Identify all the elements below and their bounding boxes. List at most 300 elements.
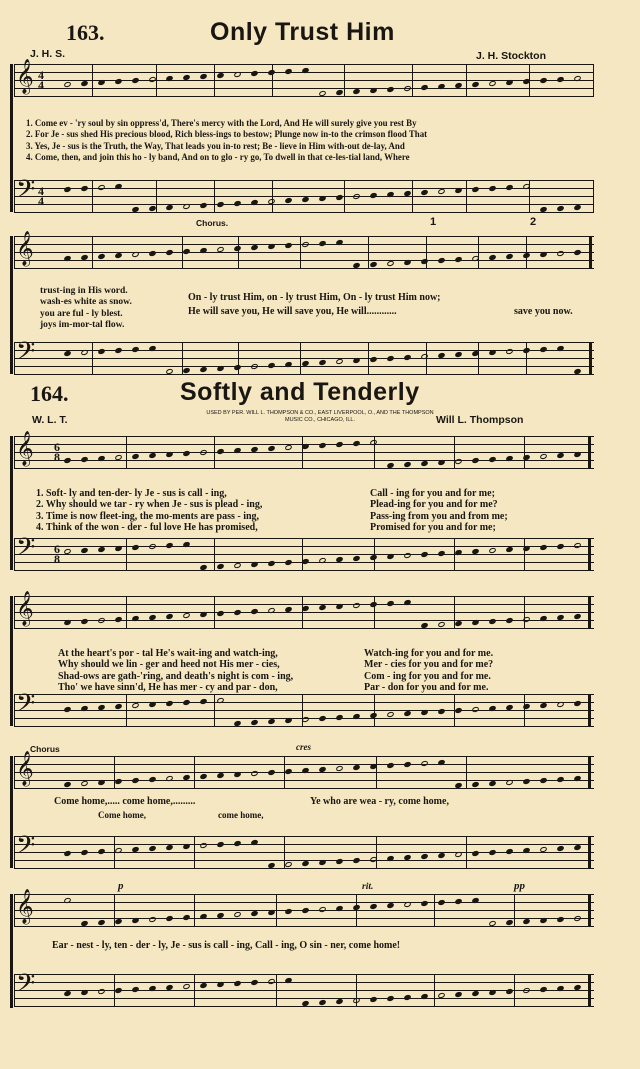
notehead xyxy=(216,448,224,455)
notehead xyxy=(539,346,547,353)
notehead xyxy=(556,76,564,83)
hymn-163-system-1 xyxy=(14,59,594,214)
notehead xyxy=(250,910,258,917)
notehead xyxy=(267,978,275,985)
notehead xyxy=(114,987,122,994)
notehead xyxy=(301,907,309,914)
notehead xyxy=(352,440,360,447)
notehead xyxy=(488,547,496,554)
hymn-164-title: Softly and Tenderly xyxy=(180,378,420,406)
notehead xyxy=(471,619,479,626)
notehead xyxy=(505,919,513,926)
notehead xyxy=(165,844,173,851)
notehead xyxy=(573,204,581,211)
hymn-163-author-left: J. H. S. xyxy=(30,48,66,60)
notehead xyxy=(522,987,530,994)
notehead xyxy=(250,561,258,568)
notehead xyxy=(454,458,462,465)
notehead xyxy=(352,857,360,864)
notehead xyxy=(97,348,105,355)
notehead xyxy=(471,186,479,193)
notehead xyxy=(250,719,258,726)
notehead xyxy=(284,908,292,915)
notehead xyxy=(335,89,343,96)
notehead xyxy=(63,619,71,626)
notehead xyxy=(505,779,513,786)
notehead xyxy=(386,553,394,560)
notehead xyxy=(216,201,224,208)
notehead xyxy=(454,256,462,263)
notehead xyxy=(301,716,309,723)
notehead xyxy=(148,845,156,852)
notehead xyxy=(165,915,173,922)
notehead xyxy=(386,902,394,909)
notehead xyxy=(386,995,394,1002)
notehead xyxy=(114,703,122,710)
notehead xyxy=(301,860,309,867)
hymn-163-verse-endings: trust-ing in His word. wash-es white as snow. you are ful - ly blest. joys im-mor-tal flow. xyxy=(40,285,132,331)
hymn-164-author-left: W. L. T. xyxy=(32,414,68,426)
notehead xyxy=(352,602,360,609)
notehead xyxy=(369,996,377,1003)
notehead xyxy=(369,903,377,910)
rit-marking: rit. xyxy=(362,882,374,892)
hymn-164-author-right: Will L. Thompson xyxy=(436,414,524,426)
notehead xyxy=(114,918,122,925)
notehead xyxy=(318,240,326,247)
notehead xyxy=(182,612,190,619)
notehead xyxy=(165,700,173,707)
notehead xyxy=(539,77,547,84)
notehead xyxy=(335,998,343,1005)
notehead xyxy=(97,779,105,786)
notehead xyxy=(420,84,428,91)
notehead xyxy=(352,193,360,200)
notehead xyxy=(148,543,156,550)
notehead xyxy=(80,618,88,625)
notehead xyxy=(437,708,445,715)
bass-staff: 𝄢 4 4 xyxy=(14,180,594,212)
notehead xyxy=(250,608,258,615)
notehead xyxy=(505,617,513,624)
notehead xyxy=(199,842,207,849)
notehead xyxy=(250,70,258,77)
notehead xyxy=(437,459,445,466)
hymn-164-chorus-line-1b: Ye who are wea - ry, come home, xyxy=(310,796,449,807)
notehead xyxy=(369,356,377,363)
hymn-164-chorus-line-1: Come home,..... come home,......... xyxy=(54,796,196,807)
hymn-164-chorus-alto-2: come home, xyxy=(218,810,264,820)
hymn-163-system-2: 𝄞 trust-ing in His word. wash-es white as snow. you are ful - ly blest. joys im-mor-tal flow. On - ly trust Him, on - ly trust Him, On - ly trust Him now; He will save you, He will save you, He will............ save you now. 𝄢 xyxy=(14,236,594,376)
notehead xyxy=(114,616,122,623)
notehead xyxy=(114,78,122,85)
notehead xyxy=(216,610,224,617)
notehead xyxy=(437,550,445,557)
notehead xyxy=(182,450,190,457)
notehead xyxy=(522,703,530,710)
pp-marking: pp xyxy=(514,880,525,892)
notehead xyxy=(267,445,275,452)
notehead xyxy=(131,346,139,353)
ending-1-label: 1 xyxy=(430,216,437,228)
notehead xyxy=(114,347,122,354)
notehead xyxy=(80,349,88,356)
hymn-164-system-4: 𝄞 Ear - nest - ly, ten - der - ly, Je - sus is call - ing, Call - ing, O sin - ner, come home! 𝄢 xyxy=(14,894,594,1012)
notehead xyxy=(63,706,71,713)
notehead xyxy=(267,362,275,369)
notehead xyxy=(233,71,241,78)
p-marking: p xyxy=(118,880,124,892)
notehead xyxy=(318,715,326,722)
bass-clef-icon: 𝄢 xyxy=(16,175,36,210)
notehead xyxy=(471,81,479,88)
notehead xyxy=(420,709,428,716)
notehead xyxy=(97,617,105,624)
notehead xyxy=(318,359,326,366)
hymn-163-chorus-end: save you now. xyxy=(514,306,573,317)
notehead xyxy=(556,543,564,550)
hymn-164-system-1: 𝄞 6 8 1. Soft- ly and ten-der- ly Je - sus is call - ing, 2. Why should we tar - ry when Je - sus is plead - ing, 3. Time is now fleet-ing, the mo-ments are pass - ing, 4. Think of the won - der - ful love He has promised, Call - ing for you and for me; Plead-ing for you and for me? Pass-ing from you and from me; Promised for you and for me; 𝄢 6 8 xyxy=(14,436,594,572)
notehead xyxy=(352,357,360,364)
notehead xyxy=(284,242,292,249)
notehead xyxy=(386,711,394,718)
notehead xyxy=(80,849,88,856)
notehead xyxy=(471,457,479,464)
notehead xyxy=(522,545,530,552)
hymn-163-number: 163. xyxy=(66,20,105,45)
notehead xyxy=(216,981,224,988)
notehead xyxy=(199,698,207,705)
notehead xyxy=(403,85,411,92)
notehead xyxy=(403,259,411,266)
notehead xyxy=(63,186,71,193)
hymn-164-system-3: 𝄞 Come home,..... come home,......... Ye who are wea - ry, come home, Come home, come home, 𝄢 xyxy=(14,756,594,872)
notehead xyxy=(369,192,377,199)
notehead xyxy=(148,701,156,708)
notehead xyxy=(250,363,258,370)
notehead xyxy=(573,249,581,256)
notehead xyxy=(216,72,224,79)
notehead xyxy=(437,852,445,859)
notehead xyxy=(352,764,360,771)
hymn-164-chorus-label: Chorus xyxy=(30,744,60,754)
notehead xyxy=(471,706,479,713)
hymn-164-final-line: Ear - nest - ly, ten - der - ly, Je - sus is call - ing, Call - ing, O sin - ner, come home! xyxy=(52,940,401,951)
notehead xyxy=(403,354,411,361)
notehead xyxy=(454,351,462,358)
notehead xyxy=(471,850,479,857)
notehead xyxy=(284,768,292,775)
notehead xyxy=(556,845,564,852)
notehead xyxy=(63,990,71,997)
notehead xyxy=(284,717,292,724)
notehead xyxy=(505,253,513,260)
notehead xyxy=(233,245,241,252)
notehead xyxy=(522,347,530,354)
notehead xyxy=(454,707,462,714)
notehead xyxy=(318,999,326,1006)
hymn-164-verses-2: At the heart's por - tal He's wait-ing and watch-ing, Why should we lin - ger and heed not His mer - cies, Shad-ows are gath-'ring, and death's night is com - ing, Tho' we have sinn'd, He has mer - cy and par - don, xyxy=(58,647,294,694)
notehead xyxy=(131,251,139,258)
notehead xyxy=(63,81,71,88)
notehead xyxy=(97,79,105,86)
notehead xyxy=(216,365,224,372)
notehead xyxy=(97,919,105,926)
hymn-164-permission: USED BY PER. WILL L. THOMPSON & CO., EAST LIVERPOOL, O., AND THE THOMPSON MUSIC CO., CHICAGO, ILL. xyxy=(206,410,434,423)
notehead xyxy=(131,917,139,924)
notehead xyxy=(267,718,275,725)
notehead xyxy=(80,456,88,463)
notehead xyxy=(335,603,343,610)
notehead xyxy=(505,348,513,355)
hymn-163-chorus-line-1: On - ly trust Him, on - ly trust Him, On - ly trust Him now; xyxy=(188,292,441,303)
notehead xyxy=(573,542,581,549)
notehead xyxy=(182,843,190,850)
notehead xyxy=(199,449,207,456)
notehead xyxy=(284,197,292,204)
notehead xyxy=(420,460,428,467)
notehead xyxy=(63,781,71,788)
notehead xyxy=(556,776,564,783)
notehead xyxy=(556,250,564,257)
notehead xyxy=(131,986,139,993)
notehead xyxy=(420,760,428,767)
notehead xyxy=(386,260,394,267)
hymn-164-verses-1: 1. Soft- ly and ten-der- ly Je - sus is call - ing, 2. Why should we tar - ry when Je - sus is plead - ing, 3. Time is now fleet-ing, the mo-ments are pass - ing, 4. Think of the won - der - ful love He has promised, xyxy=(36,487,263,534)
notehead xyxy=(114,252,122,259)
notehead xyxy=(63,457,71,464)
notehead xyxy=(369,261,377,268)
notehead xyxy=(403,710,411,717)
notehead xyxy=(318,604,326,611)
notehead xyxy=(488,989,496,996)
notehead xyxy=(539,251,547,258)
notehead xyxy=(199,611,207,618)
notehead xyxy=(420,551,428,558)
notehead xyxy=(216,563,224,570)
notehead xyxy=(80,185,88,192)
notehead xyxy=(556,916,564,923)
notehead xyxy=(301,558,309,565)
hymn-164-chorus-alto-1: Come home, xyxy=(98,810,146,820)
notehead xyxy=(199,73,207,80)
notehead xyxy=(556,701,564,708)
notehead xyxy=(505,79,513,86)
notehead xyxy=(573,700,581,707)
notehead xyxy=(403,552,411,559)
notehead xyxy=(318,195,326,202)
notehead xyxy=(80,80,88,87)
notehead xyxy=(148,916,156,923)
notehead xyxy=(471,990,479,997)
notehead xyxy=(301,241,309,248)
notehead xyxy=(148,250,156,257)
notehead xyxy=(114,545,122,552)
notehead xyxy=(131,777,139,784)
notehead xyxy=(437,257,445,264)
notehead xyxy=(267,69,275,76)
hymn-164-verses-1-end: Call - ing for you and for me; Plead-ing for you and for me? Pass-ing from you and from me; Promised for you and for me; xyxy=(370,487,508,534)
notehead xyxy=(250,244,258,251)
notehead xyxy=(284,861,292,868)
notehead xyxy=(488,185,496,192)
notehead xyxy=(505,184,513,191)
notehead xyxy=(250,770,258,777)
notehead xyxy=(539,453,547,460)
hymn-163-chorus-label: Chorus. xyxy=(196,218,229,228)
notehead xyxy=(216,841,224,848)
notehead xyxy=(301,443,309,450)
hymn-163-verses: 1. Come ev - 'ry soul by sin oppress'd, There's mercy with the Lord, And He will surely give you rest By 2. For Je - sus shed His precious blood, Rich bless-ings to bestow; Plunge now in-to the crimson flood That 3. Yes, Je - sus is the Truth, the Way, That leads you in-to rest; Be - lieve in Him with-out de-lay, And 4. Come, then, and join this ho - ly band, And on to glo - ry go, To dwell in that ce-les-tial land, Where xyxy=(26,117,428,163)
notehead xyxy=(522,616,530,623)
notehead xyxy=(199,773,207,780)
hymn-164-verses-2-end: Watch-ing for you and for me. Mer - cies for you and for me? Com - ing for you and for me. Par - don for you and for me. xyxy=(364,647,494,694)
notehead xyxy=(539,777,547,784)
notehead xyxy=(556,452,564,459)
notehead xyxy=(97,988,105,995)
notehead xyxy=(386,355,394,362)
notehead xyxy=(318,442,326,449)
notehead xyxy=(182,203,190,210)
notehead xyxy=(488,349,496,356)
notehead xyxy=(267,243,275,250)
notehead xyxy=(437,188,445,195)
notehead xyxy=(131,453,139,460)
notehead xyxy=(471,781,479,788)
notehead xyxy=(233,980,241,987)
notehead xyxy=(369,601,377,608)
notehead xyxy=(165,249,173,256)
notehead xyxy=(454,851,462,858)
notehead xyxy=(148,452,156,459)
notehead xyxy=(335,714,343,721)
notehead xyxy=(556,205,564,212)
notehead xyxy=(199,982,207,989)
notehead xyxy=(505,988,513,995)
notehead xyxy=(301,196,309,203)
notehead xyxy=(420,853,428,860)
notehead xyxy=(403,461,411,468)
notehead xyxy=(182,983,190,990)
treble-clef-icon: 𝄞 xyxy=(16,59,34,94)
treble-staff xyxy=(14,59,594,96)
notehead xyxy=(216,772,224,779)
notehead xyxy=(165,613,173,620)
cres-marking: cres xyxy=(296,742,311,752)
notehead xyxy=(539,917,547,924)
notehead xyxy=(335,858,343,865)
notehead xyxy=(573,613,581,620)
notehead xyxy=(63,850,71,857)
notehead xyxy=(573,451,581,458)
notehead xyxy=(165,451,173,458)
hymn-164-system-2: 𝄞 At the heart's por - tal He's wait-ing and watch-ing, Why should we lin - ger and heed not His mer - cies, Shad-ows are gath-'ring, and death's night is com - ing, Tho' we have sinn'd, He has mer - cy and par - don, Watch-ing for you and for me. Mer - cies for you and for me? Com - ing for you and for me. Par - don for you and for me. 𝄢 xyxy=(14,596,594,728)
ending-2-label: 2 xyxy=(530,216,537,228)
notehead xyxy=(539,544,547,551)
notehead xyxy=(114,778,122,785)
notehead xyxy=(437,899,445,906)
notehead xyxy=(233,840,241,847)
notehead xyxy=(182,914,190,921)
notehead xyxy=(352,997,360,1004)
notehead xyxy=(267,909,275,916)
notehead xyxy=(301,605,309,612)
notehead xyxy=(199,366,207,373)
notehead xyxy=(386,600,394,607)
hymn-164-number: 164. xyxy=(30,381,69,406)
notehead xyxy=(250,979,258,986)
notehead xyxy=(522,778,530,785)
notehead xyxy=(539,702,547,709)
notehead xyxy=(148,776,156,783)
notehead xyxy=(454,187,462,194)
notehead xyxy=(233,609,241,616)
notehead xyxy=(97,253,105,260)
notehead xyxy=(505,546,513,553)
notehead xyxy=(488,618,496,625)
notehead xyxy=(182,367,190,374)
notehead xyxy=(573,915,581,922)
notehead xyxy=(233,364,241,371)
time-signature: 4 4 xyxy=(38,68,44,92)
notehead xyxy=(233,911,241,918)
notehead xyxy=(233,562,241,569)
notehead xyxy=(386,86,394,93)
notehead xyxy=(403,901,411,908)
notehead xyxy=(165,204,173,211)
notehead xyxy=(165,542,173,549)
notehead xyxy=(182,699,190,706)
notehead xyxy=(267,769,275,776)
notehead xyxy=(80,989,88,996)
notehead xyxy=(182,248,190,255)
notehead xyxy=(539,986,547,993)
notehead xyxy=(131,702,139,709)
notehead xyxy=(488,80,496,87)
notehead xyxy=(454,620,462,627)
notehead xyxy=(454,991,462,998)
notehead xyxy=(488,780,496,787)
notehead xyxy=(267,560,275,567)
notehead xyxy=(284,444,292,451)
notehead xyxy=(403,994,411,1001)
notehead xyxy=(80,547,88,554)
notehead xyxy=(573,844,581,851)
notehead xyxy=(131,544,139,551)
notehead xyxy=(369,554,377,561)
notehead xyxy=(284,559,292,566)
notehead xyxy=(284,68,292,75)
notehead xyxy=(80,780,88,787)
notehead xyxy=(318,906,326,913)
notehead xyxy=(454,898,462,905)
notehead xyxy=(488,849,496,856)
notehead xyxy=(488,456,496,463)
notehead xyxy=(97,848,105,855)
notehead xyxy=(403,761,411,768)
notehead xyxy=(318,859,326,866)
notehead xyxy=(63,350,71,357)
notehead xyxy=(131,77,139,84)
notehead xyxy=(522,918,530,925)
notehead xyxy=(420,900,428,907)
notehead xyxy=(335,358,343,365)
notehead xyxy=(522,252,530,259)
notehead xyxy=(233,200,241,207)
notehead xyxy=(386,762,394,769)
notehead xyxy=(437,621,445,628)
notehead xyxy=(335,765,343,772)
